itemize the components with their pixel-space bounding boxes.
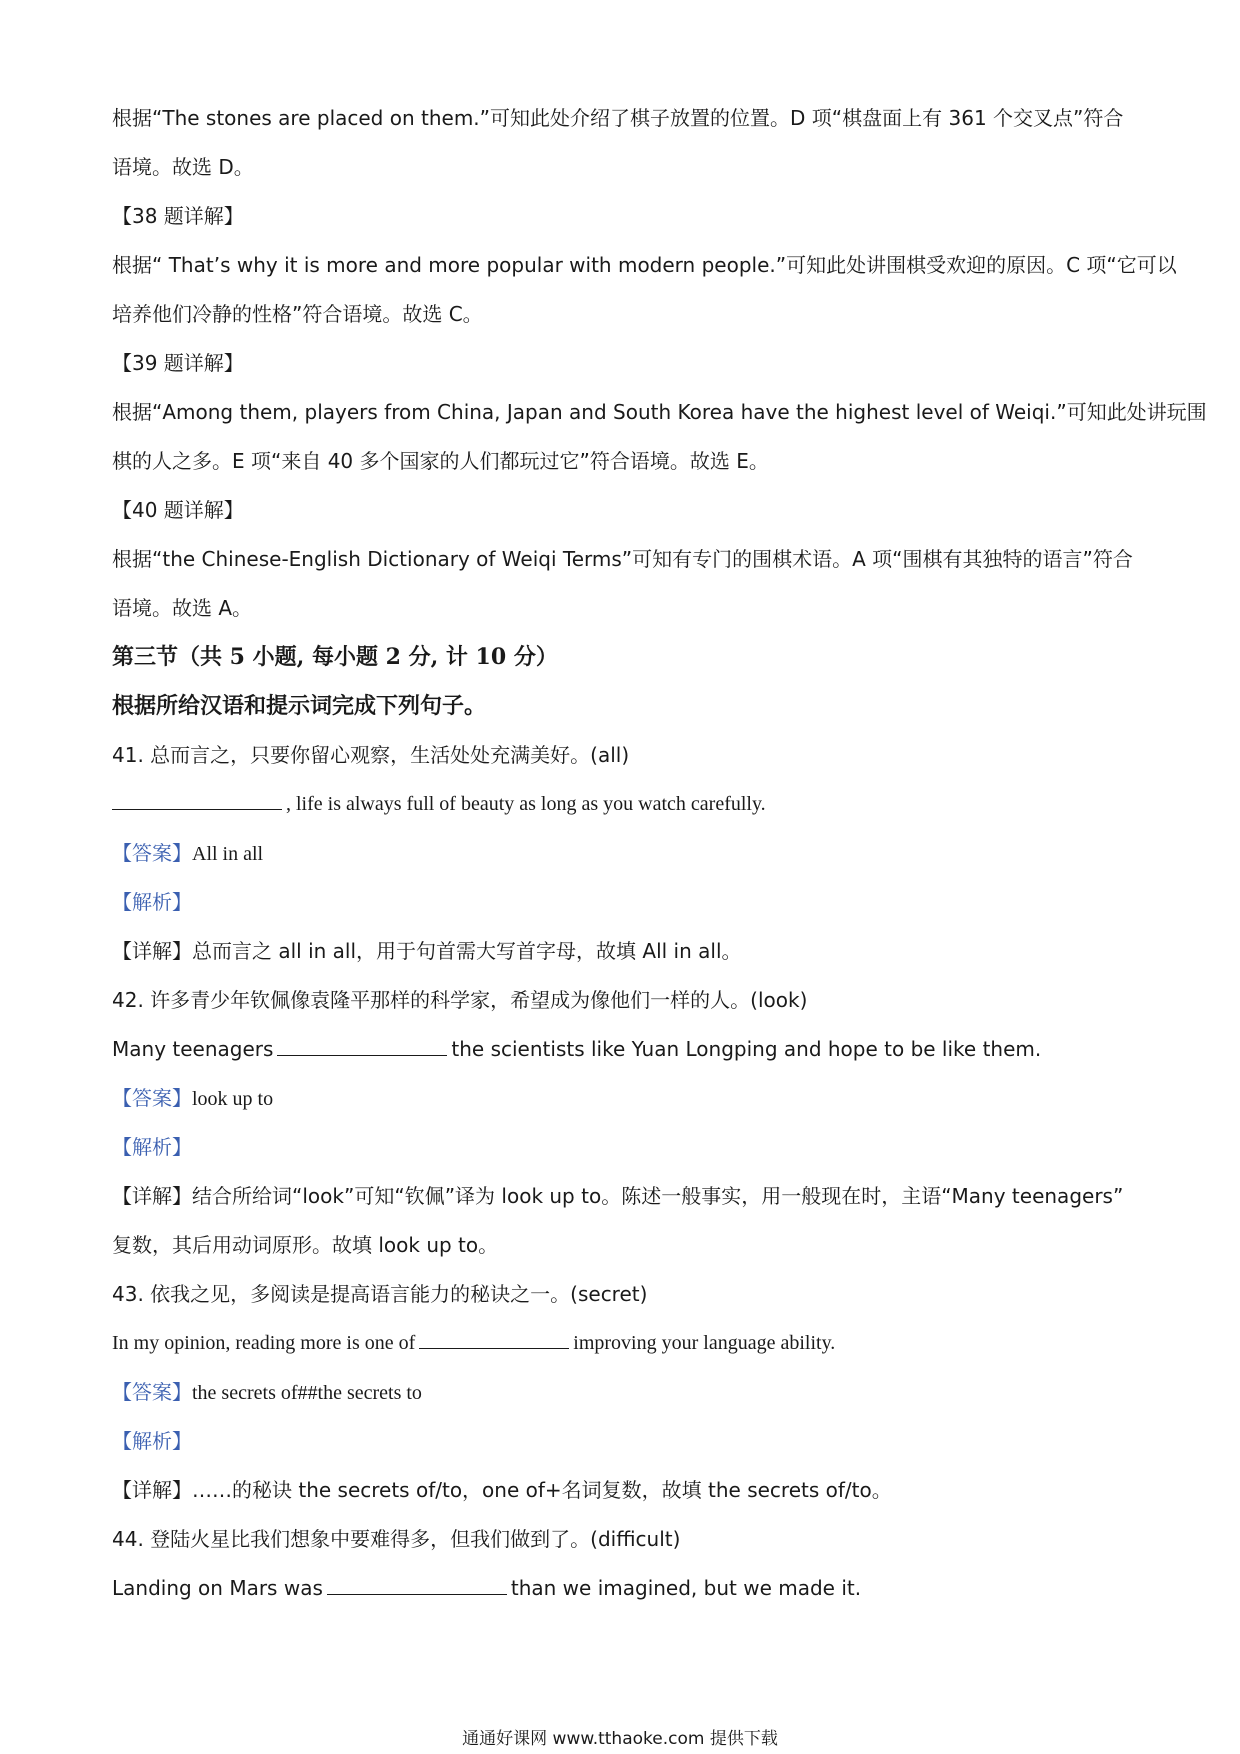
question-prompt-42: 42. 许多青少年钦佩像袁隆平那样的科学家，希望成为像他们一样的人。(look) [112, 988, 808, 1012]
paragraph-line: 根据“the Chinese-English Dictionary of Weiqi Terms”可知有专门的围棋术语。A 项“围棋有其独特的语言”符合 [112, 547, 1133, 571]
question-header-39: 【39 题详解】 [112, 351, 244, 375]
analysis-label: 【解析】 [112, 1429, 192, 1453]
question-sentence-44 [112, 1573, 1128, 1603]
answer-label: 【答案】 [112, 1086, 192, 1110]
detail-text: 结合所给词“look”可知“钦佩”译为 look up to。陈述一般事实，用一般现在时，主语“Many teenagers” [192, 1184, 1124, 1208]
answer-blank[interactable] [327, 1574, 507, 1595]
paragraph-line: 培养他们冷静的性格”符合语境。故选 C。 [112, 302, 483, 326]
question-prompt-44: 44. 登陆火星比我们想象中要难得多，但我们做到了。(difficult) [112, 1527, 681, 1551]
answer-blank[interactable] [112, 789, 282, 810]
detail-text: ……的秘诀 the secrets of/to，one of+名词复数，故填 the secrets of/to。 [192, 1478, 892, 1502]
answer-text: the secrets of##the secrets to [192, 1382, 422, 1404]
question-prompt-41: 41. 总而言之，只要你留心观察，生活处处充满美好。(all) [112, 743, 630, 767]
sentence-text: than we imagined, but we made it. [510, 1576, 862, 1600]
detail-line-43 [112, 1475, 1128, 1505]
section-instruction: 根据所给汉语和提示词完成下列句子。 [112, 693, 487, 719]
detail-text: 总而言之 all in all，用于句首需大写首字母，故填 All in all。 [192, 939, 742, 963]
paragraph-line: 根据“The stones are placed on them.”可知此处介绍了棋子放置的位置。D 项“棋盘面上有 361 个交叉点”符合 [112, 106, 1124, 130]
question-header-40: 【40 题详解】 [112, 498, 244, 522]
question-sentence-43 [112, 1328, 1128, 1358]
answer-blank[interactable] [277, 1035, 447, 1056]
paragraph-line: 语境。故选 A。 [112, 596, 253, 620]
detail-line-41 [112, 936, 1128, 966]
analysis-label: 【解析】 [112, 1135, 192, 1159]
answer-text: All in all [192, 843, 264, 865]
sentence-text: Landing on Mars was [112, 1576, 323, 1600]
sentence-text: , life is always full of beauty as long as you watch carefully. [286, 793, 766, 815]
paragraph-line: 根据“Among them, players from China, Japan and South Korea have the highest level of Weiqi.”可知此处讲玩围 [112, 400, 1207, 424]
question-sentence-42 [112, 1034, 1128, 1064]
answer-text: look up to [192, 1088, 274, 1110]
question-prompt-43: 43. 依我之见，多阅读是提高语言能力的秘诀之一。(secret) [112, 1282, 648, 1306]
paragraph-line: 棋的人之多。E 项“来自 40 多个国家的人们都玩过它”符合语境。故选 E。 [112, 449, 769, 473]
answer-blank[interactable] [419, 1328, 569, 1349]
paragraph-line: 语境。故选 D。 [112, 155, 254, 179]
sentence-text: improving your language ability. [573, 1332, 836, 1354]
sentence-text: In my opinion, reading more is one of [112, 1332, 416, 1354]
detail-line-42 [112, 1181, 1128, 1211]
section-title: 第三节（共 5 小题, 每小题 2 分, 计 10 分） [112, 644, 558, 670]
paragraph-line: 根据“ That’s why it is more and more popular with modern people.”可知此处讲围棋受欢迎的原因。C 项“它可以 [112, 253, 1177, 277]
sentence-text: Many teenagers [112, 1037, 274, 1061]
detail-label: 【详解】 [112, 939, 192, 963]
sentence-text: the scientists like Yuan Longping and hope to be like them. [451, 1037, 1042, 1061]
detail-label: 【详解】 [112, 1184, 192, 1208]
answer-label: 【答案】 [112, 1380, 192, 1404]
answer-line-43 [112, 1377, 1128, 1408]
detail-line-42-cont: 复数，其后用动词原形。故填 look up to。 [112, 1233, 499, 1257]
page-footer: 通通好课网 www.tthaoke.com 提供下载 [462, 1729, 778, 1749]
answer-label: 【答案】 [112, 841, 192, 865]
answer-line-41 [112, 838, 1128, 869]
question-header-38: 【38 题详解】 [112, 204, 244, 228]
analysis-label: 【解析】 [112, 890, 192, 914]
answer-line-42 [112, 1083, 1128, 1114]
detail-label: 【详解】 [112, 1478, 192, 1502]
question-sentence-41 [112, 789, 1128, 819]
